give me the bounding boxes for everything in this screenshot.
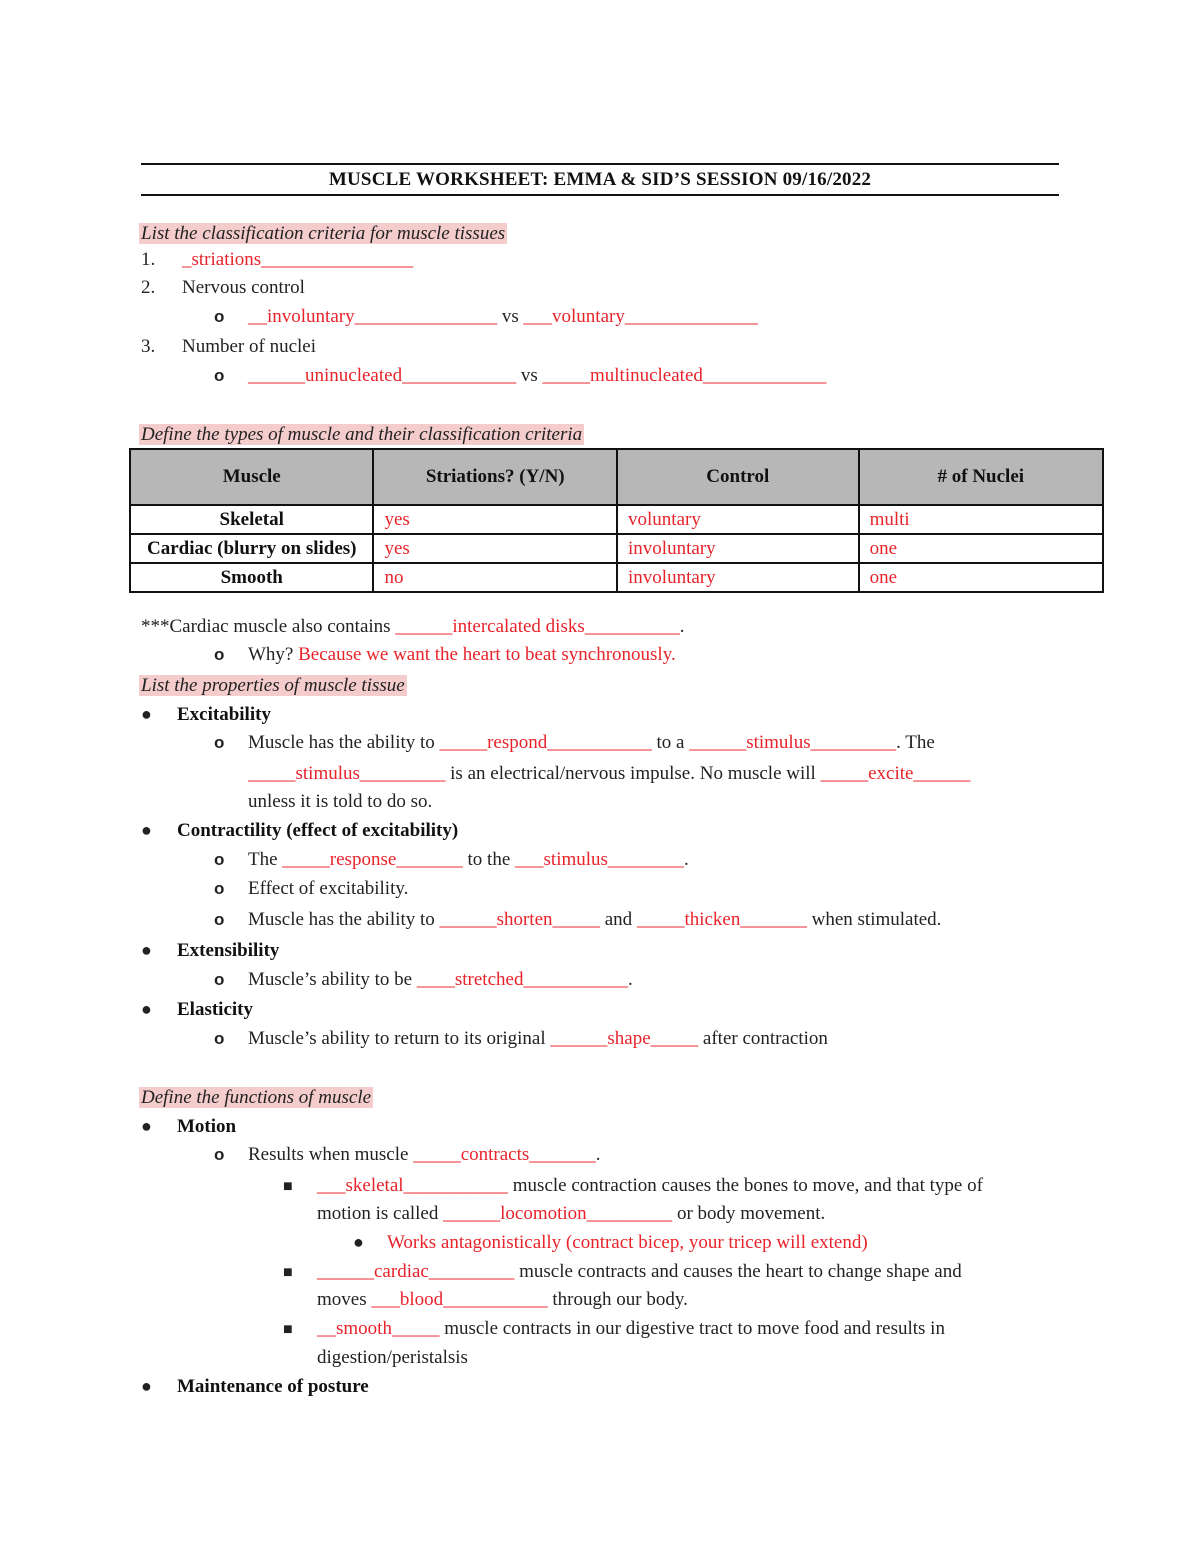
property-elasticity: ● Elasticity [141, 999, 253, 1020]
property-excitability: ● Excitability [141, 704, 271, 725]
property-contractility: ● Contractility (effect of excitability) [141, 820, 459, 841]
table-cell: multi [859, 505, 1103, 534]
smooth-line-1: ■ __smooth_____ muscle contracts in our digestive tract to move food and results in [283, 1318, 945, 1339]
title-top-rule [141, 163, 1059, 165]
page-title: MUSCLE WORKSHEET: EMMA & SID’S SESSION 09/16/2022 [328, 169, 872, 190]
why-question: o Why? Because we want the heart to beat synchronously. [214, 644, 676, 665]
excitability-line-1: o Muscle has the ability to _____respond___________ to a ______stimulus_________. The [214, 732, 935, 753]
section-heading-functions: Define the functions of muscle [141, 1087, 372, 1108]
table-cell: one [859, 563, 1103, 592]
property-extensibility: ● Extensibility [141, 940, 280, 961]
contractility-line-1: o The _____response_______ to the ___stimulus________. [214, 849, 689, 870]
table-cell: no [373, 563, 617, 592]
muscle-types-table [129, 448, 1104, 593]
table-cell: involuntary [617, 563, 859, 592]
list-item-1: 1. _striations________________ [141, 249, 414, 270]
smooth-line-2: digestion/peristalsis [317, 1347, 468, 1368]
table-cell: involuntary [617, 534, 859, 563]
sub-item-control: o __involuntary_______________ vs ___voluntary______________ [214, 306, 758, 327]
cardiac-note: ***Cardiac muscle also contains ______intercalated disks__________. [141, 616, 685, 637]
excitability-line-2: _____stimulus_________ is an electrical/nervous impulse. No muscle will _____excite______ [248, 763, 971, 784]
cardiac-line-2: moves ___blood___________ through our body. [317, 1289, 688, 1310]
table-cell-muscle: Skeletal [130, 505, 373, 534]
table-cell-muscle: Smooth [130, 563, 373, 592]
motion-line-1: o Results when muscle _____contracts_______. [214, 1144, 601, 1165]
section-heading-types: Define the types of muscle and their classification criteria [141, 424, 583, 445]
table-header: # of Nuclei [859, 449, 1103, 505]
table-header: Muscle [130, 449, 373, 505]
table-row [130, 505, 1103, 534]
skeletal-line-1: ■ ___skeletal___________ muscle contraction causes the bones to move, and that type of [283, 1175, 983, 1196]
cardiac-line-1: ■ ______cardiac_________ muscle contracts and causes the heart to change shape and [283, 1261, 962, 1282]
skeletal-line-2: motion is called ______locomotion_________ or body movement. [317, 1203, 826, 1224]
function-motion: ● Motion [141, 1116, 237, 1137]
table-cell: one [859, 534, 1103, 563]
table-header: Control [617, 449, 859, 505]
table-cell-muscle: Cardiac (blurry on slides) [130, 534, 373, 563]
list-item-3: 3. Number of nuclei [141, 336, 317, 357]
section-heading-classification: List the classification criteria for muscle tissues [141, 223, 506, 244]
title-bottom-rule [141, 194, 1059, 196]
contractility-line-2: o Effect of excitability. [214, 878, 409, 899]
excitability-line-3: unless it is told to do so. [248, 791, 433, 812]
section-heading-properties: List the properties of muscle tissue [141, 675, 405, 696]
function-posture: ● Maintenance of posture [141, 1376, 369, 1397]
table-cell: voluntary [617, 505, 859, 534]
table-header-row [130, 449, 1103, 505]
skeletal-sub-note: ● Works antagonistically (contract bicep, your tricep will extend) [353, 1232, 868, 1253]
table-cell: yes [373, 505, 617, 534]
extensibility-line-1: o Muscle’s ability to be ____stretched___________. [214, 969, 633, 990]
elasticity-line-1: o Muscle’s ability to return to its original ______shape_____ after contraction [214, 1028, 828, 1049]
table-row [130, 534, 1103, 563]
table-row [130, 563, 1103, 592]
table-cell: yes [373, 534, 617, 563]
table-header: Striations? (Y/N) [373, 449, 617, 505]
sub-item-nuclei: o ______uninucleated____________ vs _____multinucleated_____________ [214, 365, 827, 386]
list-item-2: 2. Nervous control [141, 277, 305, 298]
contractility-line-3: o Muscle has the ability to ______shorten_____ and _____thicken_______ when stimulated. [214, 909, 942, 930]
